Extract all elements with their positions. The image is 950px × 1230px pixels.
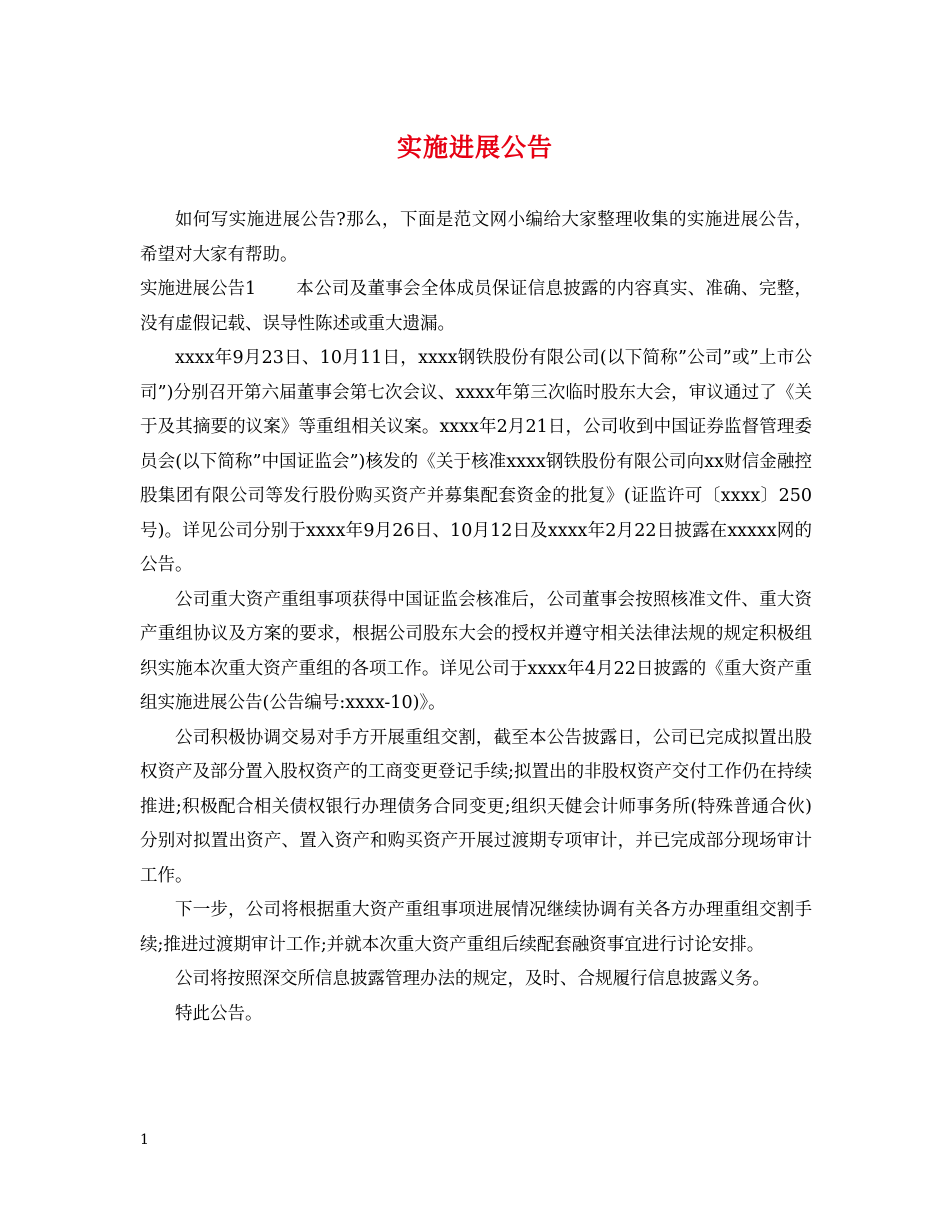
paragraph-statement xyxy=(140,272,812,341)
paragraph-disclosure: 公司将按照深交所信息披露管理办法的规定，及时、合规履行信息披露义务。 xyxy=(175,969,770,989)
section-heading: 实施进展公告1 xyxy=(140,279,257,299)
paragraph-approval: 公司重大资产重组事项获得中国证监会核准后，公司董事会按照核准文件、重大资产重组协议及方案的要求，根据公司股东大会的授权并遵守相关法律法规的规定积极组织实施本次重大资产重组的各项工作。详见公司于xxxx年4月22日披露的《重大资产重组实施进展公告(公告编号:xxxx-10)》。 xyxy=(140,589,812,713)
page-number: 1 xyxy=(140,1132,149,1148)
page-title: 实施进展公告 xyxy=(396,133,553,162)
paragraph-statement-text: 本公司及董事会全体成员保证信息披露的内容真实、准确、完整，没有虚假记载、误导性陈述或重大遗漏。 xyxy=(140,279,812,334)
paragraph-closing: 特此公告。 xyxy=(175,1003,263,1024)
paragraph-next-steps: 下一步，公司将根据重大资产重组事项进展情况继续协调有关各方办理重组交割手续;推进过渡期审计工作;并就本次重大资产重组后续配套融资事宜进行讨论安排。 xyxy=(140,900,812,955)
document-body xyxy=(140,203,812,1031)
paragraph-background: xxxx年9月23日、10月11日，xxxx钢铁股份有限公司(以下简称”公司”或”上市公司”)分别召开第六届董事会第七次会议、xxxx年第三次临时股东大会，审议通过了《关于及其摘要的议案》等重组相关议案。xxxx年2月21日，公司收到中国证券监督管理委员会(以下简称”中国证监会”)核发的《关于核准xxxx钢铁股份有限公司向xx财信金融控股集团有限公司等发行股份购买资产并募集配套资金的批复》(证监许可〔xxxx〕250号)。详见公司分别于xxxx年9月26日、10月12日及xxxx年2月22日披露在xxxxx网的公告。 xyxy=(140,348,812,575)
paragraph-intro: 如何写实施进展公告?那么，下面是范文网小编给大家整理收集的实施进展公告，希望对大家有帮助。 xyxy=(140,210,812,265)
paragraph-progress: 公司积极协调交易对手方开展重组交割，截至本公告披露日，公司已完成拟置出股权资产及部分置入股权资产的工商变更登记手续;拟置出的非股权资产交付工作仍在持续推进;积极配合相关债权银行办理债务合同变更;组织天健会计师事务所(特殊普通合伙)分别对拟置出资产、置入资产和购买资产开展过渡期专项审计，并已完成部分现场审计工作。 xyxy=(140,727,812,886)
